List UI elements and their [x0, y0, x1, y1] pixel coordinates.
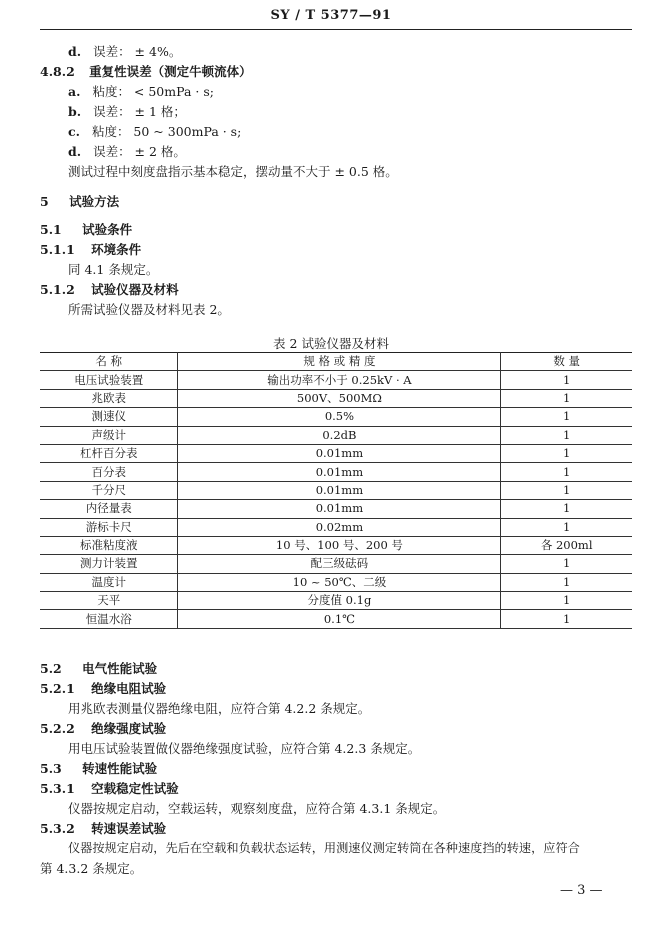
section-title: 试验方法 — [69, 194, 120, 209]
section-5-3-heading — [40, 759, 157, 777]
header-quantity: 数 量 — [501, 353, 632, 371]
table-row — [40, 481, 632, 499]
item-text: 误差： ± 1 格； — [93, 104, 186, 119]
section-4-8-2-heading — [40, 62, 252, 80]
table-row — [40, 500, 632, 518]
section-number: 5.1.1 — [40, 242, 75, 257]
item-label: d. — [68, 44, 82, 59]
cell-name: 千分尺 — [40, 481, 178, 499]
instruments-table — [40, 352, 632, 629]
item-text: 误差： ± 2 格。 — [93, 144, 186, 159]
paragraph-5-2-1: 用兆欧表测量仪器绝缘电阻，应符合第 4.2.2 条规定。 — [68, 701, 371, 716]
table-row — [40, 610, 632, 628]
item-d-error-top — [68, 42, 181, 60]
cell-name: 兆欧表 — [40, 389, 178, 407]
paragraph-5-3-2-line2: 第 4.3.2 条规定。 — [40, 861, 143, 876]
table-row — [40, 518, 632, 536]
cell-spec: 输出功率不小于 0.25kV · A — [178, 371, 501, 389]
section-number: 5.2 — [40, 661, 62, 676]
section-title: 转速性能试验 — [82, 761, 158, 776]
section-number: 5.1 — [40, 222, 62, 237]
table-row — [40, 536, 632, 554]
section-number: 5.2.2 — [40, 721, 75, 736]
cell-quantity: 1 — [501, 518, 632, 536]
cell-quantity: 1 — [501, 444, 632, 462]
cell-quantity: 1 — [501, 371, 632, 389]
section-title: 重复性误差（测定牛顿流体） — [89, 64, 252, 79]
sub-item-b — [68, 102, 186, 120]
table-row — [40, 371, 632, 389]
cell-name: 测力计装置 — [40, 555, 178, 573]
header-name: 名 称 — [40, 353, 178, 371]
paragraph-5-3-1: 仪器按规定启动，空载运转，观察刻度盘，应符合第 4.3.1 条规定。 — [68, 801, 446, 816]
cell-quantity: 1 — [501, 481, 632, 499]
section-title: 试验条件 — [82, 222, 133, 237]
item-label: c. — [68, 124, 80, 139]
cell-name: 测速仪 — [40, 408, 178, 426]
cell-spec: 10 号、100 号、200 号 — [178, 536, 501, 554]
section-number: 4.8.2 — [40, 64, 75, 79]
section-5-2-heading — [40, 659, 157, 677]
section-5-1-2-heading — [40, 280, 179, 298]
section-5-3-1-heading — [40, 779, 179, 797]
cell-spec: 0.1℃ — [178, 610, 501, 628]
section-5-heading — [40, 192, 119, 210]
cell-quantity: 1 — [501, 500, 632, 518]
cell-quantity: 1 — [501, 555, 632, 573]
cell-quantity: 1 — [501, 426, 632, 444]
cell-quantity: 1 — [501, 389, 632, 407]
section-title: 环境条件 — [91, 242, 142, 257]
item-text: 误差： ± 4%。 — [93, 44, 182, 59]
cell-spec: 配三级砝码 — [178, 555, 501, 573]
section-5-1-1-heading — [40, 240, 141, 258]
section-5-1-heading — [40, 220, 132, 238]
cell-name: 温度计 — [40, 573, 178, 591]
table-row — [40, 444, 632, 462]
section-5-2-1-heading — [40, 679, 166, 697]
section-number: 5.1.2 — [40, 282, 75, 297]
section-title: 空载稳定性试验 — [91, 781, 179, 796]
section-title: 试验仪器及材料 — [91, 282, 179, 297]
cell-name: 电压试验装置 — [40, 371, 178, 389]
cell-name: 恒温水浴 — [40, 610, 178, 628]
table-row — [40, 408, 632, 426]
section-title: 电气性能试验 — [82, 661, 158, 676]
item-label: d. — [68, 144, 82, 159]
cell-spec: 500V、500MΩ — [178, 389, 501, 407]
cell-spec: 0.01mm — [178, 500, 501, 518]
item-label: a. — [68, 84, 81, 99]
cell-quantity: 1 — [501, 592, 632, 610]
cell-name: 天平 — [40, 592, 178, 610]
section-number: 5 — [40, 194, 49, 209]
table-row — [40, 463, 632, 481]
cell-spec: 0.01mm — [178, 444, 501, 462]
item-text: 粘度： 50 ~ 300mPa · s; — [91, 124, 242, 139]
paragraph-5-3-2-line1: 仪器按规定启动，先后在空载和负载状态运转，用测速仪测定转筒在各种速度挡的转速，应符合 — [68, 841, 580, 855]
cell-name: 内径量表 — [40, 500, 178, 518]
table-row — [40, 592, 632, 610]
header-spec: 规 格 或 精 度 — [178, 353, 501, 371]
standard-code-header: SY / T 5377—91 — [270, 8, 392, 23]
cell-spec: 0.01mm — [178, 481, 501, 499]
paragraph-5-2-2: 用电压试验装置做仪器绝缘强度试验，应符合第 4.2.3 条规定。 — [68, 741, 421, 756]
cell-spec: 0.2dB — [178, 426, 501, 444]
cell-quantity: 1 — [501, 573, 632, 591]
table-header-row — [40, 353, 632, 371]
item-text: 粘度： < 50mPa · s; — [92, 84, 214, 99]
table-caption: 表 2 试验仪器及材料 — [273, 336, 389, 351]
section-number: 5.3.1 — [40, 781, 75, 796]
cell-name: 标准粘度液 — [40, 536, 178, 554]
paragraph-5-1-1: 同 4.1 条规定。 — [68, 262, 159, 277]
paragraph-5-1-2: 所需试验仪器及材料见表 2。 — [68, 302, 230, 317]
paragraph-stability: 测试过程中刻度盘指示基本稳定，摆动量不大于 ± 0.5 格。 — [68, 164, 398, 179]
section-title: 绝缘电阻试验 — [91, 681, 167, 696]
section-number: 5.3 — [40, 761, 62, 776]
table-row — [40, 426, 632, 444]
section-title: 绝缘强度试验 — [91, 721, 167, 736]
cell-quantity: 1 — [501, 463, 632, 481]
cell-spec: 0.01mm — [178, 463, 501, 481]
table-row — [40, 389, 632, 407]
page-number: — 3 — — [560, 883, 603, 898]
cell-quantity: 1 — [501, 610, 632, 628]
cell-name: 杠杆百分表 — [40, 444, 178, 462]
cell-quantity: 各 200ml — [501, 536, 632, 554]
cell-name: 声级计 — [40, 426, 178, 444]
cell-quantity: 1 — [501, 408, 632, 426]
cell-spec: 0.5% — [178, 408, 501, 426]
sub-item-d — [68, 142, 186, 160]
sub-item-c — [68, 122, 241, 140]
section-5-2-2-heading — [40, 719, 166, 737]
cell-spec: 0.02mm — [178, 518, 501, 536]
cell-name: 游标卡尺 — [40, 518, 178, 536]
cell-spec: 10 ~ 50℃、二级 — [178, 573, 501, 591]
section-title: 转速误差试验 — [91, 821, 167, 836]
cell-spec: 分度值 0.1g — [178, 592, 501, 610]
table-row — [40, 573, 632, 591]
section-5-3-2-heading — [40, 819, 166, 837]
header-rule — [40, 29, 632, 30]
item-label: b. — [68, 104, 82, 119]
section-number: 5.3.2 — [40, 821, 75, 836]
cell-name: 百分表 — [40, 463, 178, 481]
section-number: 5.2.1 — [40, 681, 75, 696]
sub-item-a — [68, 82, 214, 100]
table-row — [40, 555, 632, 573]
